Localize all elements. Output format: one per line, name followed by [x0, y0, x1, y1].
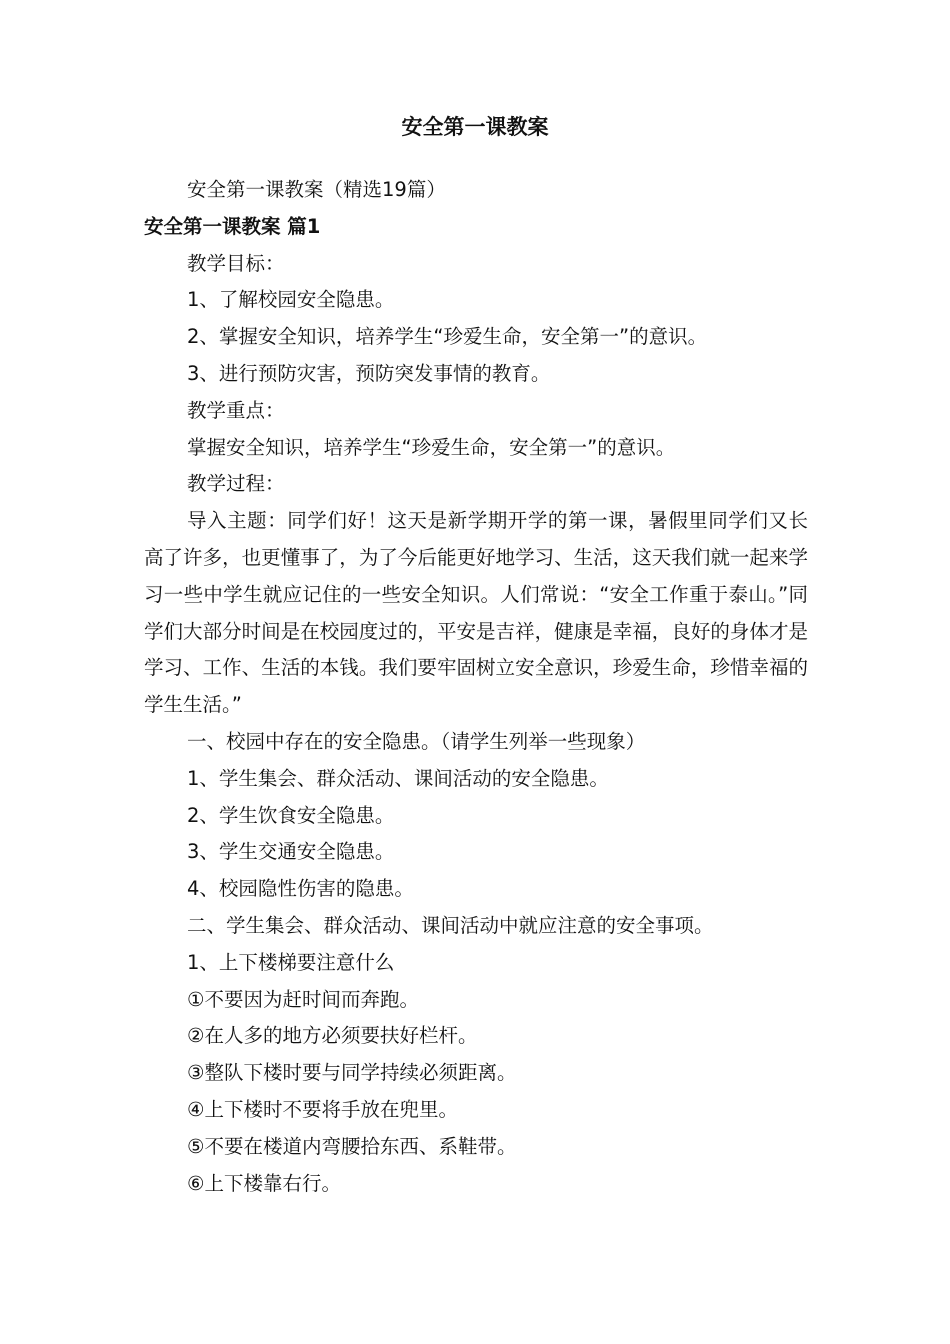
stairs-item: ③整队下楼时要与同学持续必须距离。 [187, 1061, 517, 1085]
stairs-item: ②在人多的地方必须要扶好栏杆。 [187, 1024, 478, 1048]
stairs-heading: 1、上下楼梯要注意什么 [187, 950, 395, 974]
goal-item: 2、掌握安全知识，培养学生“珍爱生命，安全第一”的意识。 [187, 325, 708, 349]
section-heading: 安全第一课教案 篇1 [144, 214, 321, 238]
goal-item: 3、进行预防灾害，预防突发事情的教育。 [187, 361, 551, 385]
key-points-text: 掌握安全知识，培养学生“珍爱生命，安全第一”的意识。 [187, 435, 676, 459]
document-subtitle: 安全第一课教案（精选19篇） [187, 178, 446, 201]
document-body [144, 172, 808, 1202]
intro-paragraph: 导入主题：同学们好！这天是新学期开学的第一课，暑假里同学们又长高了许多，也更懂事了，为了今后能更好地学习、生活，这天我们就一起来学习一些中学生就应记住的一些安全知识。人们常说：“安全工作重于泰山。”同学们大部分时间是在校园度过的，平安是吉祥，健康是幸福，良好的身体才是学习、工作、生活的本钱。我们要牢固树立安全意识，珍爱生命，珍惜幸福的学生生活。” [144, 509, 808, 717]
stairs-item: ⑥上下楼靠右行。 [187, 1171, 341, 1195]
stairs-item: ①不要因为赶时间而奔跑。 [187, 987, 419, 1011]
part-one-item: 4、校园隐性伤害的隐患。 [187, 877, 414, 901]
goal-item: 1、了解校园安全隐患。 [187, 288, 395, 312]
part-one-item: 1、学生集会、群众活动、课间活动的安全隐患。 [187, 766, 609, 790]
stairs-item: ④上下楼时不要将手放在兜里。 [187, 1097, 458, 1121]
part-two-heading: 二、学生集会、群众活动、课间活动中就应注意的安全事项。 [187, 913, 714, 937]
part-one-item: 3、学生交通安全隐患。 [187, 840, 395, 864]
part-one-heading: 一、校园中存在的安全隐患。（请学生列举一些现象） [187, 729, 646, 753]
document-title: 安全第一课教案 [401, 115, 549, 139]
goals-label: 教学目标： [187, 251, 285, 275]
part-one-item: 2、学生饮食安全隐患。 [187, 803, 395, 827]
stairs-item: ⑤不要在楼道内弯腰拾东西、系鞋带。 [187, 1134, 517, 1158]
process-label: 教学过程： [187, 472, 285, 496]
key-points-label: 教学重点： [187, 398, 285, 422]
